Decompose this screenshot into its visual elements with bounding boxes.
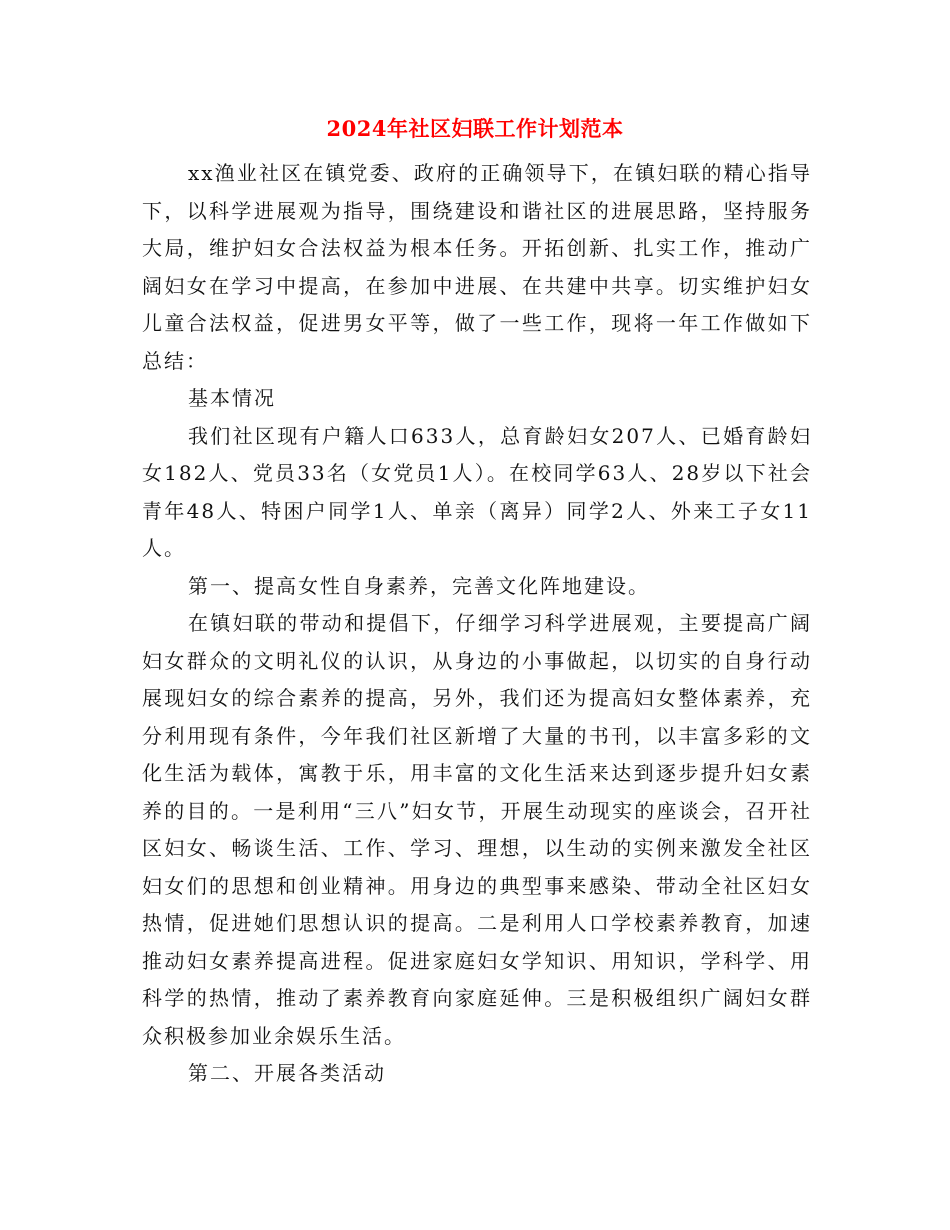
document-title: 2024年社区妇联工作计划范本 <box>326 116 624 141</box>
paragraph-basic-stats: 我们社区现有户籍人口633人，总育龄妇女207人、已婚育龄妇女182人、党员33名（女党员1人）。在校同学63人、28岁以下社会青年48人、特困户同学1人、单亲（离异）同学2人、外来工子女11人。 <box>142 423 812 560</box>
paragraph-intro: xx渔业社区在镇党委、政府的正确领导下，在镇妇联的精心指导下，以科学进展观为指导，围绕建设和谐社区的进展思路，坚持服务大局，维护妇女合法权益为根本任务。开拓创新、扎实工作，推动广阔妇女在学习中提高，在参加中进展、在共建中共享。切实维护妇女儿童合法权益，促进男女平等，做了一些工作，现将一年工作做如下总结： <box>142 161 812 373</box>
paragraph-section-two-heading: 第二、开展各类活动 <box>188 1061 386 1085</box>
paragraph-section-one-body: 在镇妇联的带动和提倡下，仔细学习科学进展观，主要提高广阔妇女群众的文明礼仪的认识，从身边的小事做起，以切实的自身行动展现妇女的综合素养的提高，另外，我们还为提高妇女整体素养，充分利用现有条件，今年我们社区新增了大量的书刊，以丰富多彩的文化生活为载体，寓教于乐，用丰富的文化生活来达到逐步提升妇女素养的目的。一是利用“三八”妇女节，开展生动现实的座谈会，召开社区妇女、畅谈生活、工作、学习、理想，以生动的实例来激发全社区妇女们的思想和创业精神。用身边的典型事来感染、带动全社区妇女热情，促进她们思想认识的提高。二是利用人口学校素养教育，加速推动妇女素养提高进程。促进家庭妇女学知识、用知识，学科学、用科学的热情，推动了素养教育向家庭延伸。三是积极组织广阔妇女群众积极参加业余娱乐生活。 <box>142 611 812 1048</box>
document-body <box>142 155 812 1093</box>
paragraph-section-one-heading: 第一、提高女性自身素养，完善文化阵地建设。 <box>188 573 650 598</box>
paragraph-basic-heading: 基本情况 <box>188 386 276 410</box>
